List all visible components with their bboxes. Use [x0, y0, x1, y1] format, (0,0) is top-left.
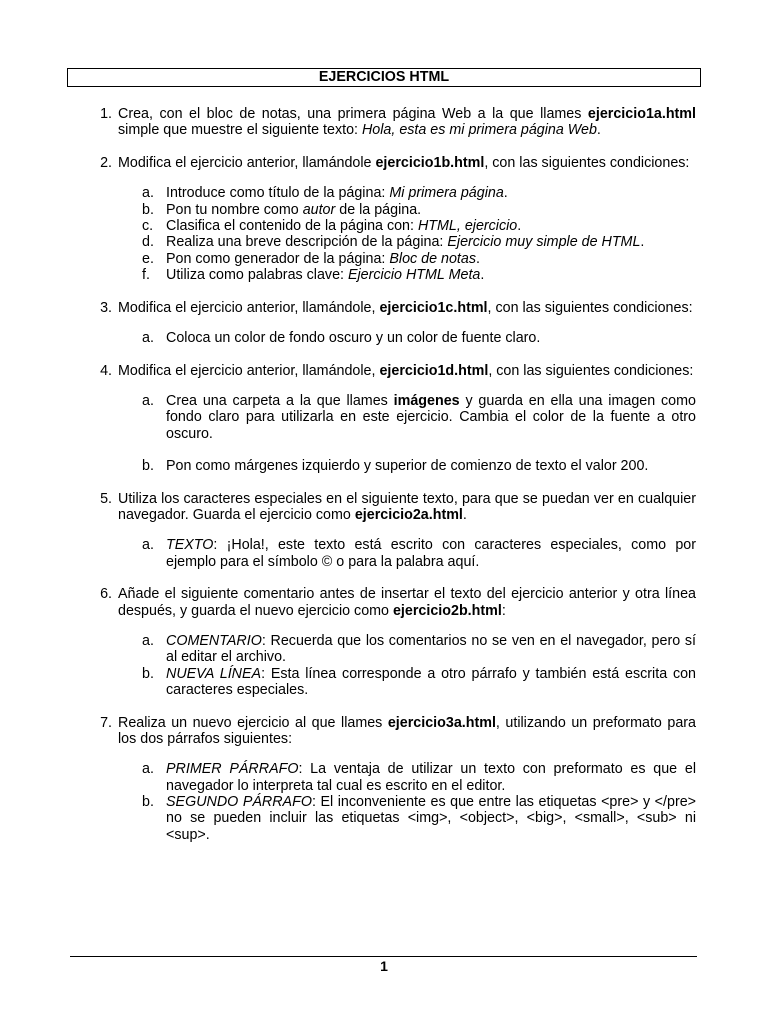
- text-run: Crea, con el bloc de notas, una primera página Web a la que llames: [118, 106, 588, 122]
- sub-item: [118, 393, 696, 442]
- sub-item: [118, 458, 696, 474]
- text-run: .: [476, 250, 480, 267]
- text-run: : El inconveniente es que entre las etiquetas <pre> y </pre> no se pueden incluir las etiquetas <img>, <object>, <big>, <small>, <sub> ni <sup>.: [166, 793, 697, 843]
- sub-item-letter: c.: [142, 217, 154, 234]
- bold-filename: imágenes: [393, 393, 460, 410]
- sub-item-list: [118, 393, 696, 474]
- italic-text: Ejercicio muy simple de HTML: [447, 234, 641, 251]
- exercise-item: [88, 715, 696, 843]
- text-run: : La ventaja de utilizar un texto con preformato es que el navegador lo interpreta tal cual es escrito en el editor.: [166, 761, 696, 794]
- text-run: .: [640, 234, 645, 251]
- text-run: , utilizando un preformato para los dos párrafos siguientes:: [118, 714, 696, 748]
- sub-item: [118, 537, 696, 570]
- page-title: EJERCICIOS HTML: [67, 68, 701, 87]
- text-run: simple que muestre el siguiente texto:: [118, 122, 362, 139]
- bold-filename: ejercicio2a.html: [354, 507, 463, 524]
- sub-item: [118, 761, 696, 794]
- italic-text: COMENTARIO: [166, 633, 262, 650]
- exercise-statement: [118, 155, 696, 171]
- exercise-item: [88, 363, 696, 474]
- sub-item: [118, 330, 696, 346]
- sub-item-letter: b.: [142, 793, 154, 810]
- sub-item-letter: e.: [142, 250, 154, 267]
- italic-text: Ejercicio HTML Meta: [347, 266, 481, 283]
- text-run: Añade el siguiente comentario antes de insertar el texto del ejercicio anterior y otra línea después, y guarda el nuevo ejercicio como: [118, 586, 696, 619]
- text-run: : ¡Hola!, este texto está escrito con caracteres especiales, como por ejemplo para el símbolo © o para la palabra aquí.: [166, 537, 696, 570]
- exercise-number: 6.: [100, 586, 112, 603]
- sub-item-letter: b.: [142, 201, 154, 218]
- exercise-statement: [118, 106, 696, 139]
- italic-text: SEGUNDO PÁRRAFO: [166, 793, 312, 810]
- text-run: Clasifica el contenido de la página con:: [166, 217, 418, 234]
- text-run: Coloca un color de fondo oscuro y un color de fuente claro.: [166, 329, 541, 346]
- exercise-number: 1.: [100, 106, 112, 122]
- text-run: : Recuerda que los comentarios no se ven en el navegador, pero sí al editar el archivo.: [166, 633, 696, 666]
- sub-item-list: [118, 761, 696, 842]
- text-run: Modifica el ejercicio anterior, llamándole,: [118, 299, 380, 316]
- bold-filename: ejercicio1b.html: [375, 155, 485, 172]
- sub-item-list: [118, 633, 696, 698]
- bold-filename: ejercicio1d.html: [379, 362, 489, 379]
- sub-item-letter: f.: [142, 266, 150, 283]
- exercise-statement: [118, 363, 696, 379]
- text-run: .: [480, 266, 485, 283]
- exercise-item: [88, 491, 696, 570]
- sub-item-letter: d.: [142, 234, 154, 251]
- sub-item: [118, 251, 696, 267]
- text-run: , con las siguientes condiciones:: [488, 362, 694, 379]
- bold-filename: ejercicio2b.html: [392, 602, 502, 619]
- italic-text: HTML, ejercicio: [417, 217, 518, 234]
- text-run: Pon como márgenes izquierdo y superior de comienzo de texto el valor 200.: [166, 457, 649, 474]
- exercise-item: [88, 106, 696, 139]
- italic-text: Mi primera página: [389, 185, 504, 202]
- sub-item: [118, 185, 696, 201]
- text-run: Pon como generador de la página:: [166, 250, 390, 267]
- italic-text: TEXTO: [166, 537, 214, 554]
- text-run: , con las siguientes condiciones:: [487, 299, 693, 316]
- exercise-number: 5.: [100, 490, 112, 507]
- sub-item-list: [118, 537, 696, 570]
- sub-item: [118, 794, 696, 843]
- text-run: Pon tu nombre como: [166, 201, 303, 218]
- text-run: : Esta línea corresponde a otro párrafo y también está escrita con caracteres especiales.: [166, 665, 696, 698]
- text-run: Realiza una breve descripción de la página:: [166, 234, 448, 251]
- text-run: , con las siguientes condiciones:: [484, 155, 690, 172]
- text-run: Utiliza como palabras clave:: [166, 266, 348, 283]
- exercise-number: 3.: [100, 299, 112, 316]
- italic-text: NUEVA LÍNEA: [166, 665, 262, 682]
- sub-item: [118, 218, 696, 234]
- exercise-number: 2.: [100, 155, 112, 172]
- italic-text: PRIMER PÁRRAFO: [166, 761, 299, 778]
- exercise-item: [88, 155, 696, 283]
- text-run: .: [517, 217, 522, 234]
- italic-text: autor: [302, 201, 336, 218]
- sub-item: [118, 633, 696, 666]
- footer-divider: [70, 956, 697, 957]
- sub-item-letter: a.: [142, 761, 154, 778]
- sub-item-letter: b.: [142, 665, 154, 682]
- text-run: Crea una carpeta a la que llames: [166, 393, 394, 410]
- text-run: .: [503, 185, 508, 202]
- text-run: :: [501, 602, 506, 619]
- exercise-statement: [118, 715, 696, 748]
- exercise-statement: [118, 491, 696, 524]
- text-run: .: [462, 507, 467, 524]
- bold-filename: ejercicio1c.html: [379, 299, 488, 316]
- sub-item: [118, 234, 696, 250]
- sub-item-list: [118, 330, 696, 346]
- exercise-item: [88, 586, 696, 698]
- exercise-item: [88, 300, 696, 347]
- text-run: Introduce como título de la página:: [166, 185, 390, 202]
- exercise-statement: [118, 586, 696, 619]
- exercise-number: 7.: [100, 714, 112, 731]
- text-run: .: [596, 122, 601, 139]
- text-run: Modifica el ejercicio anterior, llamándole: [118, 155, 376, 172]
- sub-item-list: [118, 185, 696, 283]
- exercise-list: [88, 106, 696, 859]
- sub-item-letter: b.: [142, 457, 154, 474]
- exercise-number: 4.: [100, 362, 112, 379]
- italic-text: Hola, esta es mi primera página Web: [361, 122, 597, 139]
- sub-item-letter: a.: [142, 633, 154, 650]
- text-run: y guarda en ella una imagen como fondo claro para utilizarla en este ejercicio. Cambia el color de la fuente a otro oscuro.: [166, 393, 696, 442]
- text-run: de la página.: [335, 201, 422, 218]
- text-run: Utiliza los caracteres especiales en el siguiente texto, para que se puedan ver en cualquier navegador. Guarda el ejercicio como: [118, 490, 696, 524]
- sub-item-letter: a.: [142, 537, 154, 554]
- exercise-statement: [118, 300, 696, 316]
- sub-item-letter: a.: [142, 393, 154, 410]
- sub-item-letter: a.: [142, 185, 154, 202]
- italic-text: Bloc de notas: [389, 250, 476, 267]
- sub-item-letter: a.: [142, 329, 154, 346]
- bold-filename: ejercicio3a.html: [387, 714, 496, 731]
- text-run: Realiza un nuevo ejercicio al que llames: [118, 714, 388, 731]
- page-number: 1: [380, 958, 388, 974]
- sub-item: [118, 666, 696, 699]
- sub-item: [118, 202, 696, 218]
- sub-item: [118, 267, 696, 283]
- text-run: Modifica el ejercicio anterior, llamándole,: [118, 362, 380, 379]
- bold-filename: ejercicio1a.html: [587, 106, 696, 122]
